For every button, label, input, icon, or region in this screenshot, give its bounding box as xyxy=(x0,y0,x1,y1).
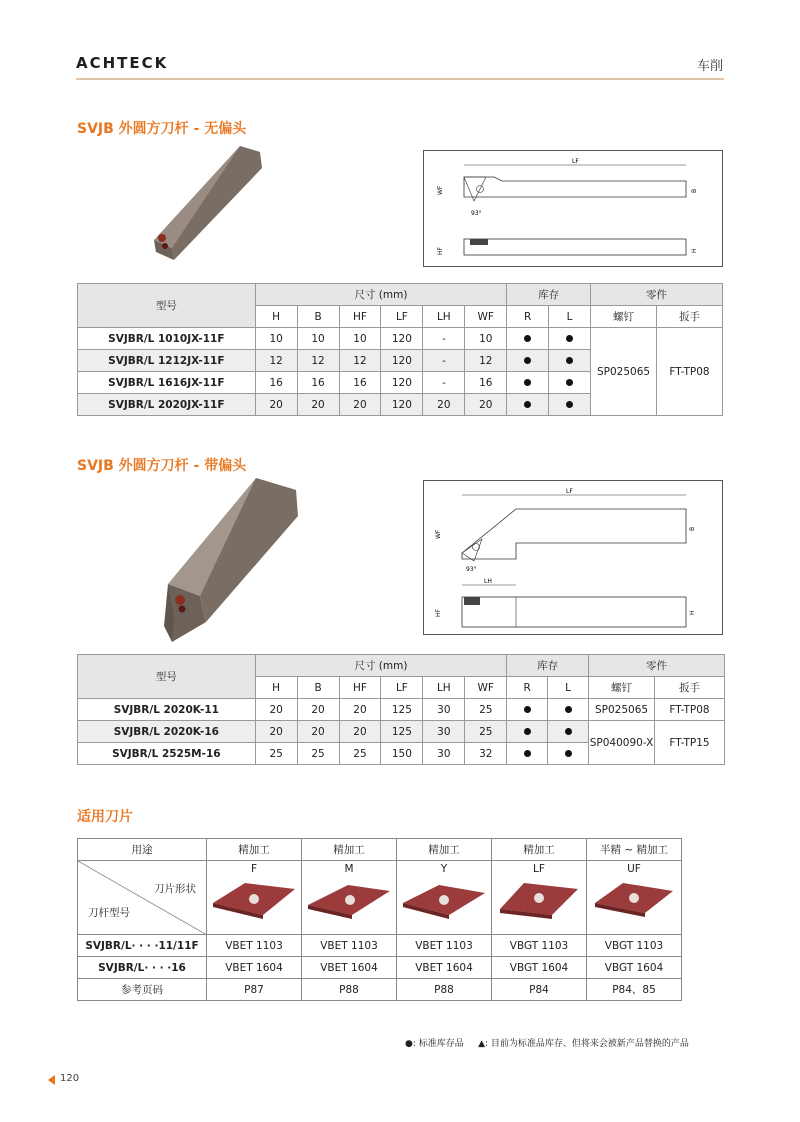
value-cell: 25 xyxy=(465,721,507,743)
shape-code: F xyxy=(250,863,258,875)
col-header-dims: 尺寸 (mm) xyxy=(255,284,507,306)
model-cell: SVJBR/L 1616JX-11F xyxy=(78,372,256,394)
legend-standard-stock: ●: 标准库存品 xyxy=(405,1039,464,1049)
diagonal-header-cell xyxy=(78,861,207,935)
spec-table-straight xyxy=(77,283,723,416)
insert-code-cell: VBET 1604 xyxy=(207,957,302,979)
dim-label-b: B xyxy=(691,188,698,193)
stock-dot-r xyxy=(507,721,548,743)
col-header-l: L xyxy=(548,677,589,699)
value-cell: 10 xyxy=(465,328,507,350)
insert-cell-m xyxy=(302,861,397,935)
col-header-lf: LF xyxy=(381,306,423,328)
col-header-screw: 螺钉 xyxy=(589,677,655,699)
insert-code-cell: VBGT 1604 xyxy=(492,957,587,979)
col-header-b: B xyxy=(297,677,339,699)
stock-dot-l xyxy=(549,350,591,372)
page-ref-cell: P88 xyxy=(302,979,397,1001)
value-cell: 12 xyxy=(339,350,381,372)
model-cell: SVJBR/L 2020K-11 xyxy=(78,699,256,721)
technical-drawing-offset xyxy=(423,480,723,635)
value-cell: 20 xyxy=(255,699,297,721)
col-header-h: H xyxy=(255,306,297,328)
insert-image-icon xyxy=(589,875,679,921)
value-cell: 12 xyxy=(297,350,339,372)
value-cell: 125 xyxy=(381,721,423,743)
value-cell: 120 xyxy=(381,350,423,372)
col-header-model: 型号 xyxy=(78,655,256,699)
value-cell: 30 xyxy=(423,699,465,721)
stock-dot-l xyxy=(548,743,589,765)
dim-label-angle: 93° xyxy=(466,566,477,573)
stock-dot-r xyxy=(507,372,549,394)
use-cell: 精加工 xyxy=(207,839,302,861)
value-cell: 25 xyxy=(339,743,381,765)
value-cell: 32 xyxy=(465,743,507,765)
table-row xyxy=(78,979,682,1001)
value-cell: - xyxy=(423,328,465,350)
legend-replacement-stock: ▲: 目前为标准品库存、但将来会被新产品替换的产品 xyxy=(478,1039,689,1049)
col-header-model: 型号 xyxy=(78,284,256,328)
insert-image-icon xyxy=(399,875,489,921)
insert-code-cell: VBGT 1103 xyxy=(587,935,682,957)
header-divider xyxy=(76,78,724,80)
col-header-lh: LH xyxy=(423,306,465,328)
value-cell: 20 xyxy=(255,394,297,416)
stock-dot-r xyxy=(507,743,548,765)
shape-code: Y xyxy=(440,863,448,875)
value-cell: 16 xyxy=(465,372,507,394)
dim-label-lh: LH xyxy=(484,578,492,585)
col-header-stock: 库存 xyxy=(507,284,591,306)
value-cell: 25 xyxy=(255,743,297,765)
value-cell: - xyxy=(423,350,465,372)
value-cell: 12 xyxy=(465,350,507,372)
model-cell: SVJBR/L 2020K-16 xyxy=(78,721,256,743)
dim-label-angle: 93° xyxy=(471,210,482,217)
stock-dot-l xyxy=(549,328,591,350)
use-cell: 精加工 xyxy=(492,839,587,861)
wrench-cell: FT-TP15 xyxy=(655,721,725,765)
dim-label-b: B xyxy=(689,526,696,531)
page-number: 120 xyxy=(60,1073,80,1084)
value-cell: 150 xyxy=(381,743,423,765)
col-header-hf: HF xyxy=(339,677,381,699)
brand-logo: ACHTECK xyxy=(76,54,169,72)
dim-label-h: H xyxy=(689,610,696,615)
table-row xyxy=(78,328,723,350)
col-header-lf: LF xyxy=(381,677,423,699)
screw-cell: SP025065 xyxy=(589,699,655,721)
page-category: 车削 xyxy=(696,59,723,74)
insert-table xyxy=(77,838,682,1001)
shape-code: UF xyxy=(627,863,641,875)
table-row xyxy=(78,721,725,743)
value-cell: 20 xyxy=(255,721,297,743)
value-cell: 20 xyxy=(339,721,381,743)
col-header-parts: 零件 xyxy=(589,655,725,677)
holder-model-cell: SVJBR/L· · · ·11/11F xyxy=(78,935,207,957)
use-cell: 精加工 xyxy=(302,839,397,861)
value-cell: 10 xyxy=(297,328,339,350)
wrench-cell: FT-TP08 xyxy=(657,328,723,416)
stock-dot-l xyxy=(549,394,591,416)
table-row xyxy=(78,935,682,957)
model-cell: SVJBR/L 1212JX-11F xyxy=(78,350,256,372)
value-cell: 120 xyxy=(381,394,423,416)
screw-cell: SP025065 xyxy=(591,328,657,416)
model-cell: SVJBR/L 2020JX-11F xyxy=(78,394,256,416)
col-header-wrench: 扳手 xyxy=(657,306,723,328)
value-cell: 120 xyxy=(381,372,423,394)
use-cell: 半精 ~ 精加工 xyxy=(587,839,682,861)
col-header-lh: LH xyxy=(423,677,465,699)
insert-image-icon xyxy=(494,875,584,921)
col-header-l: L xyxy=(549,306,591,328)
table-row xyxy=(78,699,725,721)
diagonal-line xyxy=(78,861,207,935)
insert-cell-y xyxy=(397,861,492,935)
page-ref-cell: P88 xyxy=(397,979,492,1001)
insert-code-cell: VBET 1604 xyxy=(302,957,397,979)
page-ref-cell: P87 xyxy=(207,979,302,1001)
insert-image-icon xyxy=(304,875,394,921)
model-cell: SVJBR/L 1010JX-11F xyxy=(78,328,256,350)
value-cell: 20 xyxy=(339,394,381,416)
insert-code-cell: VBET 1604 xyxy=(397,957,492,979)
insert-code-cell: VBGT 1604 xyxy=(587,957,682,979)
insert-image-icon xyxy=(209,875,299,921)
tool-holder-photo-straight xyxy=(148,140,268,265)
value-cell: 20 xyxy=(339,699,381,721)
col-header-stock: 库存 xyxy=(507,655,589,677)
value-cell: 10 xyxy=(339,328,381,350)
reference-page-label: 参考页码 xyxy=(78,979,207,1001)
value-cell: 16 xyxy=(255,372,297,394)
value-cell: 16 xyxy=(297,372,339,394)
insert-code-cell: VBET 1103 xyxy=(207,935,302,957)
insert-cell-uf xyxy=(587,861,682,935)
insert-code-cell: VBET 1103 xyxy=(397,935,492,957)
dim-label-h: H xyxy=(691,248,698,253)
shape-code: LF xyxy=(533,863,545,875)
use-label: 用途 xyxy=(78,839,207,861)
dim-label-lf: LF xyxy=(572,158,579,165)
col-header-screw: 螺钉 xyxy=(591,306,657,328)
col-header-wf: WF xyxy=(465,677,507,699)
wrench-cell: FT-TP08 xyxy=(655,699,725,721)
page-ref-cell: P84、85 xyxy=(587,979,682,1001)
technical-drawing-straight xyxy=(423,150,723,267)
value-cell: 20 xyxy=(423,394,465,416)
value-cell: 25 xyxy=(297,743,339,765)
dim-label-hf: HF xyxy=(437,247,444,255)
screw-cell: SP040090-X xyxy=(589,721,655,765)
value-cell: 125 xyxy=(381,699,423,721)
value-cell: 20 xyxy=(297,721,339,743)
legend-note xyxy=(405,1036,689,1049)
stock-dot-l xyxy=(548,721,589,743)
col-header-dims: 尺寸 (mm) xyxy=(255,655,507,677)
col-header-r: R xyxy=(507,677,548,699)
col-header-wf: WF xyxy=(465,306,507,328)
shape-label: 刀片形状 xyxy=(154,883,196,895)
value-cell: 20 xyxy=(465,394,507,416)
value-cell: 12 xyxy=(255,350,297,372)
stock-dot-r xyxy=(507,350,549,372)
value-cell: 20 xyxy=(297,699,339,721)
value-cell: 20 xyxy=(297,394,339,416)
stock-dot-r xyxy=(507,699,548,721)
insert-cell-lf xyxy=(492,861,587,935)
col-header-parts: 零件 xyxy=(591,284,723,306)
value-cell: 16 xyxy=(339,372,381,394)
tool-holder-photo-offset xyxy=(160,476,300,644)
page-marker-icon xyxy=(48,1075,55,1085)
section-title-inserts: 适用刀片 xyxy=(77,809,133,825)
col-header-wrench: 扳手 xyxy=(655,677,725,699)
insert-cell-f xyxy=(207,861,302,935)
col-header-hf: HF xyxy=(339,306,381,328)
stock-dot-r xyxy=(507,394,549,416)
section-title-no-offset: SVJB 外圆方刀杆 - 无偏头 xyxy=(77,121,247,137)
dim-label-hf: HF xyxy=(435,609,442,617)
col-header-r: R xyxy=(507,306,549,328)
value-cell: 30 xyxy=(423,721,465,743)
dim-label-lf: LF xyxy=(566,488,573,495)
insert-code-cell: VBET 1103 xyxy=(302,935,397,957)
holder-model-cell: SVJBR/L· · · ·16 xyxy=(78,957,207,979)
stock-dot-l xyxy=(548,699,589,721)
dim-label-wf: WF xyxy=(437,185,444,195)
col-header-b: B xyxy=(297,306,339,328)
stock-dot-r xyxy=(507,328,549,350)
table-row xyxy=(78,957,682,979)
spec-table-offset xyxy=(77,654,725,765)
value-cell: 25 xyxy=(465,699,507,721)
section-title-offset: SVJB 外圆方刀杆 - 带偏头 xyxy=(77,458,247,474)
value-cell: 10 xyxy=(255,328,297,350)
value-cell: 120 xyxy=(381,328,423,350)
value-cell: 30 xyxy=(423,743,465,765)
value-cell: - xyxy=(423,372,465,394)
dim-label-wf: WF xyxy=(435,529,442,539)
use-cell: 精加工 xyxy=(397,839,492,861)
col-header-h: H xyxy=(255,677,297,699)
stock-dot-l xyxy=(549,372,591,394)
insert-code-cell: VBGT 1103 xyxy=(492,935,587,957)
shape-code: M xyxy=(344,863,354,875)
page-ref-cell: P84 xyxy=(492,979,587,1001)
holder-label: 刀杆型号 xyxy=(88,907,130,919)
model-cell: SVJBR/L 2525M-16 xyxy=(78,743,256,765)
